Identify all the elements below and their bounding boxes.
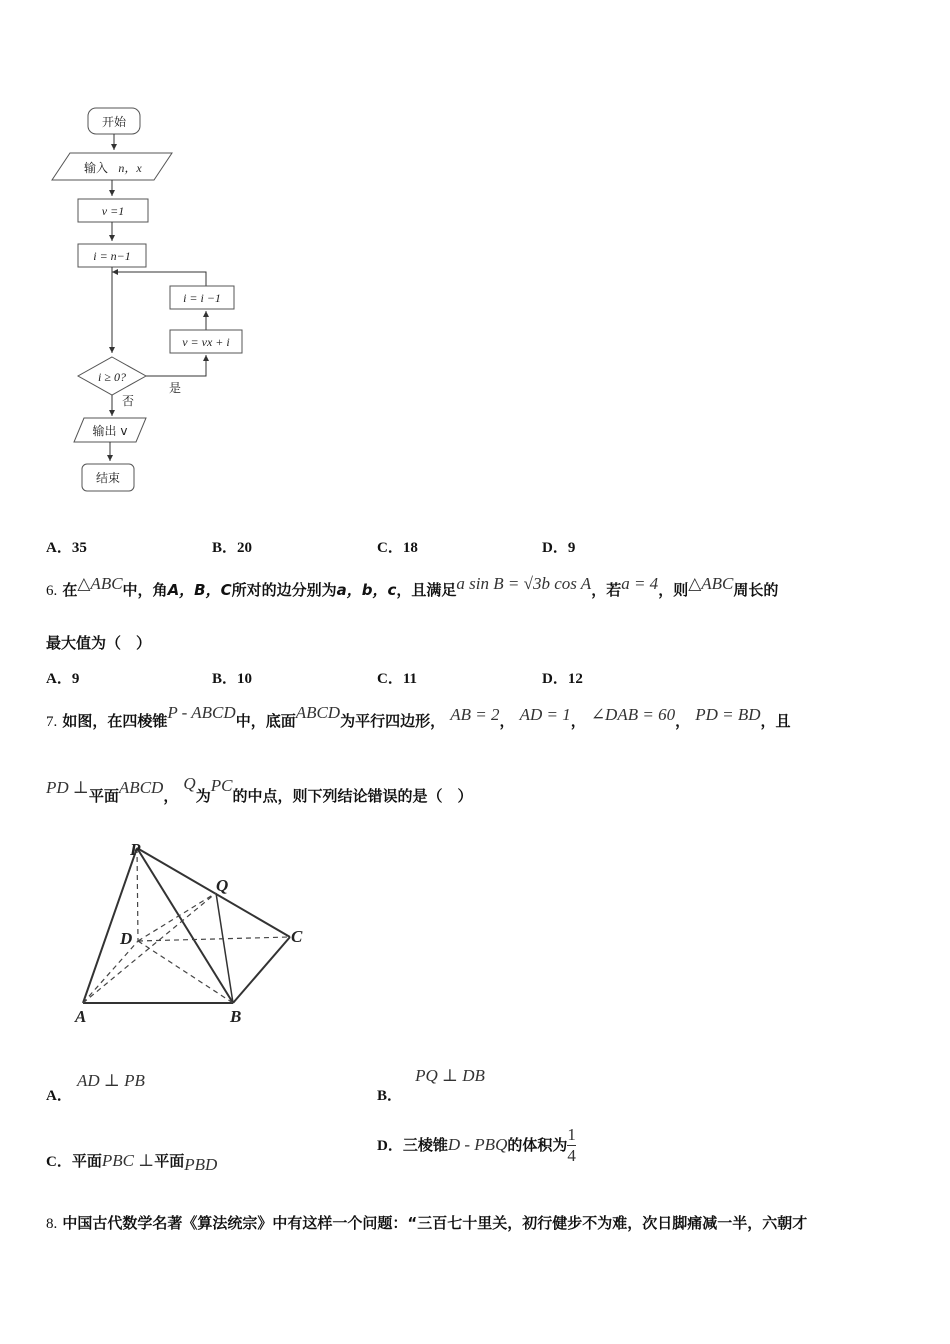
flow-init-v-text: v =1 xyxy=(101,204,125,218)
q5-option-a: A．35 xyxy=(46,540,87,556)
flow-input-vars: n，x xyxy=(118,161,142,175)
q6-triangle-2: △ABC xyxy=(688,574,734,593)
q6-option-b: B．10 xyxy=(212,671,253,687)
flow-decrement-text: i = i −1 xyxy=(183,291,221,305)
edge-pc xyxy=(137,848,290,937)
label-a: A xyxy=(75,1007,87,1026)
q7-number: 7. xyxy=(46,714,58,730)
label-q: Q xyxy=(216,876,229,895)
pyramid-figure xyxy=(70,835,320,1035)
q5-option-c: C．18 xyxy=(377,540,418,556)
flow-end-text: 结束 xyxy=(95,471,121,485)
q7-option-c: C．平面PBC ⊥平面PBD xyxy=(46,1151,218,1174)
edge-bc xyxy=(233,937,290,1003)
q6-option-d: D．12 xyxy=(542,671,583,687)
q6-option-c: C．11 xyxy=(377,671,418,687)
q8-line1: 8. 中国古代数学名著《算法统宗》中有这样一个问题：“三百七十里关，初行健步不为难，次日脚痛减一半，六朝才 xyxy=(46,1214,808,1232)
edge-ad xyxy=(83,941,138,1003)
flow-output-text: 输出 v xyxy=(92,424,128,438)
volume-fraction: $\frac{1}{4}$ xyxy=(567,1125,576,1165)
flow-init-i-text: i = n−1 xyxy=(93,249,131,263)
q6-line2: 最大值为（ ） xyxy=(46,634,152,652)
flow-yes-label: 是 xyxy=(168,381,182,395)
flow-update-text: v = vx + i xyxy=(182,335,230,349)
q6-equation: a sin B = √3b cos A xyxy=(456,574,592,593)
edge-pa xyxy=(83,848,137,1003)
edge-dq xyxy=(138,893,216,941)
flow-no-label: 否 xyxy=(122,394,135,408)
q6-option-a: A．9 xyxy=(46,671,80,687)
q5-option-b: B．20 xyxy=(212,540,253,556)
edge-db xyxy=(138,941,233,1003)
q7-option-d: D．三棱锥D - PBQ的体积为 $\frac{1}{4}$ xyxy=(377,1125,576,1165)
label-c: C xyxy=(291,927,303,946)
q6-condition: a = 4 xyxy=(621,574,659,593)
q7-line2: PD ⊥平面ABCD， Q为PC的中点，则下列结论错误的是（ ） xyxy=(46,774,473,805)
label-b: B xyxy=(230,1007,242,1026)
edge-bq xyxy=(216,893,233,1003)
q6-number: 6. xyxy=(46,583,58,599)
label-d: D xyxy=(120,929,133,948)
q7-option-b: B． PQ ⊥ DB xyxy=(377,1066,485,1104)
label-p: P xyxy=(130,840,141,859)
q7-line1: 7. 如图，在四棱锥P - ABCD中，底面ABCD为平行四边形， AB = 2， AD = 1， ∠DAB = 60， PD = BD，且 xyxy=(46,703,791,730)
flow-input-text: 输入 xyxy=(83,161,109,175)
flow-start-text: 开始 xyxy=(101,115,127,129)
q7-option-a: A． AD ⊥ PB xyxy=(46,1071,145,1104)
q5-option-d: D．9 xyxy=(542,540,576,556)
flow-input-box xyxy=(52,153,172,180)
flowchart xyxy=(40,100,260,500)
edge-pb xyxy=(137,848,233,1003)
q6-line1: 6. 在△ABC中，角A，B，C所对的边分别为a，b，c，且满足a sin B = √3b cos A，若a = 4，则△ABC周长的 xyxy=(46,574,779,599)
flow-condition-text: i ≥ 0? xyxy=(98,370,126,384)
q6-triangle-1: △ABC xyxy=(77,574,123,593)
edge-pd xyxy=(137,848,138,941)
